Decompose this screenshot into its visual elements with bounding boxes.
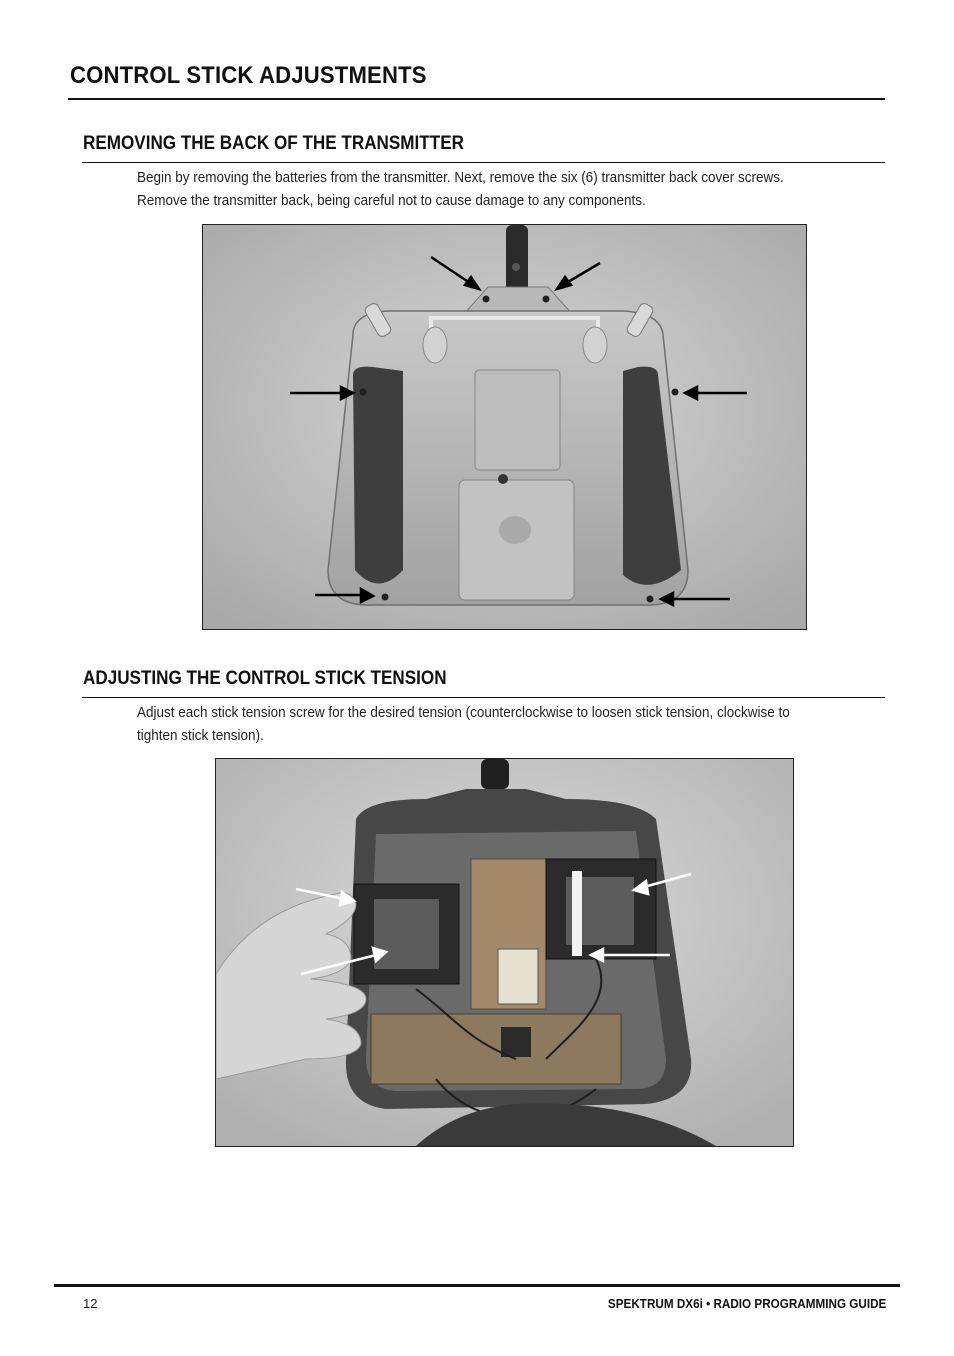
transmitter-back-photo — [202, 224, 807, 630]
footer-rule — [54, 1284, 900, 1287]
section-body-removing-back — [137, 166, 803, 212]
section-rule — [82, 162, 885, 163]
page-number: 12 — [83, 1296, 98, 1311]
title-rule — [68, 98, 885, 100]
body-line: tighten stick tension). — [137, 727, 264, 744]
section-body-stick-tension — [137, 701, 803, 747]
section-title-removing-back: REMOVING THE BACK OF THE TRANSMITTER — [83, 133, 464, 154]
footer-title: SPEKTRUM DX6i • RADIO PROGRAMMING GUIDE — [607, 1296, 886, 1311]
body-line: Remove the transmitter back, being careful not to cause damage to any components. — [137, 192, 646, 209]
body-line: Begin by removing the batteries from the transmitter. Next, remove the six (6) transmitter back cover screws. — [137, 169, 784, 186]
transmitter-interior-photo — [215, 758, 794, 1147]
section-rule — [82, 697, 885, 698]
page-title: CONTROL STICK ADJUSTMENTS — [70, 62, 427, 89]
body-line: Adjust each stick tension screw for the desired tension (counterclockwise to loosen stick tension, clockwise to — [137, 704, 790, 721]
section-title-stick-tension: ADJUSTING THE CONTROL STICK TENSION — [83, 668, 447, 689]
